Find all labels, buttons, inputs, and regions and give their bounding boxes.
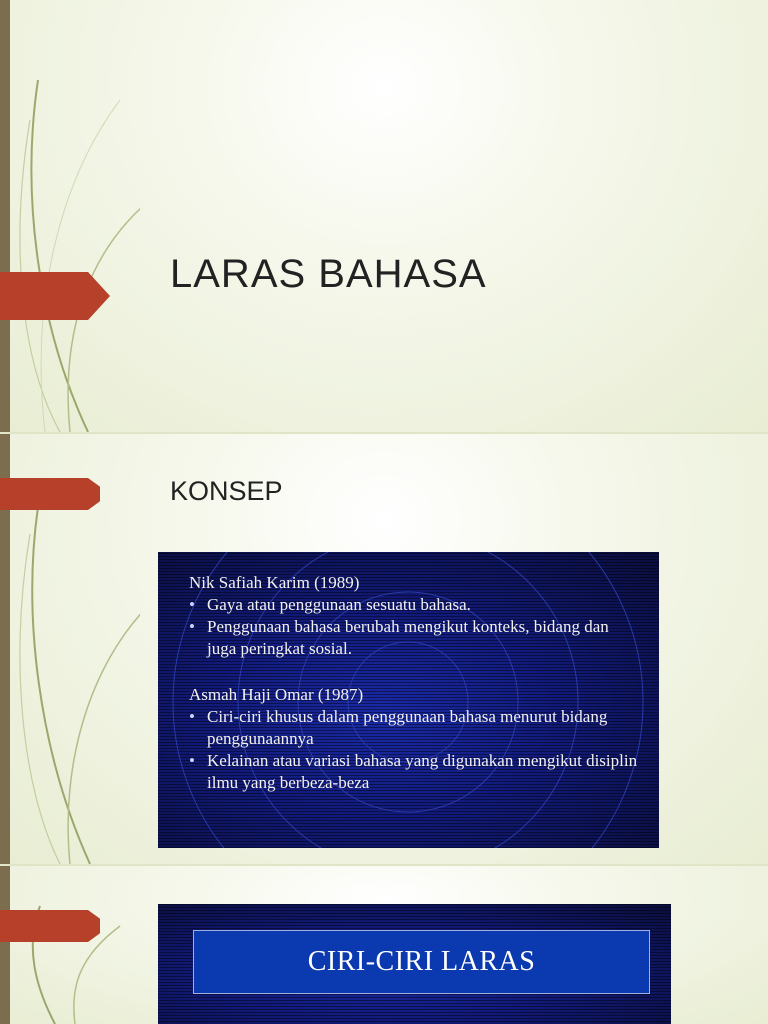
slide-konsep [0,434,768,864]
source-heading: Nik Safiah Karim (1989) [189,573,360,592]
bullet-item: • Gaya atau penggunaan sesuatu bahasa. [189,594,639,616]
arrow-tab-icon [0,272,110,320]
slide-title [0,0,768,432]
ciri-panel [158,904,671,1024]
bullet-item: • Kelainan atau variasi bahasa yang digunakan mengikut disiplin ilmu yang berbeza-beza [189,750,639,794]
slide-ciri [0,866,768,1024]
decorative-swoosh [0,0,140,432]
definition-panel [158,552,659,848]
arrow-tab-icon [0,478,100,510]
ciri-banner: CIRI-CIRI LARAS [193,930,650,994]
slide-title-text: LARAS BAHASA [170,252,487,296]
arrow-tab-icon [0,910,100,942]
source-heading: Asmah Haji Omar (1987) [189,685,364,704]
slide-title-text: KONSEP [170,476,283,506]
decorative-swoosh [0,866,140,1024]
bullet-item: • Penggunaan bahasa berubah mengikut konteks, bidang dan juga peringkat sosial. [189,616,639,660]
bullet-item: • Ciri-ciri khusus dalam penggunaan bahasa menurut bidang penggunaannya [189,706,639,750]
